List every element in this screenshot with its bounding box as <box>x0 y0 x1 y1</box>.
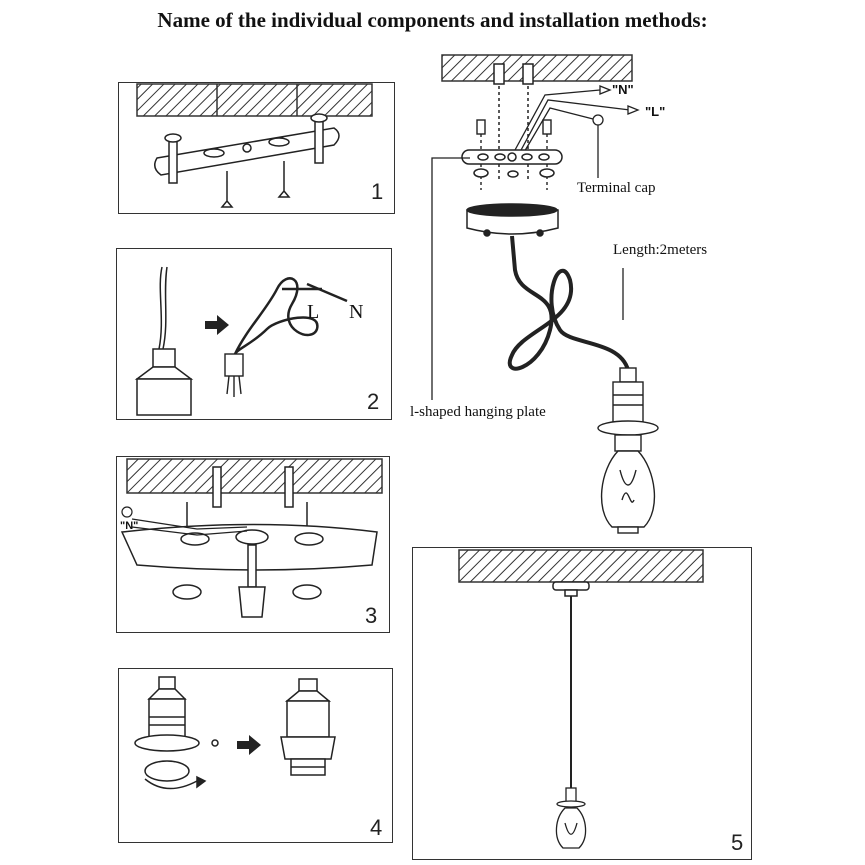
canopy-plate <box>122 525 377 618</box>
n-wire-label: "N" <box>120 520 139 532</box>
ceiling-hatch <box>459 550 703 582</box>
step-number: 1 <box>371 179 384 204</box>
n-letter: N <box>349 301 364 323</box>
step-2-panel <box>116 248 392 420</box>
step-number: 5 <box>731 830 744 855</box>
canopy <box>467 204 558 236</box>
edison-bulb <box>556 788 585 848</box>
step-number: 3 <box>365 603 378 628</box>
ceiling-hatch <box>127 459 382 493</box>
socket-assembled <box>281 679 335 775</box>
ceiling-hatch <box>442 55 632 81</box>
n-wire-label: "N" <box>612 82 634 97</box>
socket-disassembled <box>135 677 218 789</box>
canopy <box>553 582 589 596</box>
wire-loop <box>235 278 347 354</box>
length-label: Length:2meters <box>613 242 708 258</box>
arrow-icon <box>205 315 229 335</box>
l-letter: L <box>307 301 320 323</box>
arrow-icon <box>237 735 261 755</box>
mounting-bar <box>155 128 339 175</box>
hanging-plate-label: l-shaped hanging plate <box>410 404 546 420</box>
step-5-panel <box>412 547 752 860</box>
cord <box>510 236 628 370</box>
step-number: 2 <box>367 389 380 414</box>
step-1-panel <box>118 82 395 214</box>
hanging-plate <box>462 150 562 177</box>
edison-bulb <box>602 451 655 533</box>
page-title: Name of the individual components and installation methods: <box>157 8 708 32</box>
step-3-panel <box>116 456 390 633</box>
terminal-cap-label: Terminal cap <box>577 180 656 196</box>
step-4-panel <box>118 668 393 843</box>
socket-terminal <box>225 354 243 397</box>
step-number: 4 <box>370 815 383 840</box>
lamp-holder <box>598 368 658 451</box>
socket-with-wire <box>137 267 191 415</box>
ceiling-hatch <box>137 84 372 116</box>
l-wire-label: "L" <box>645 104 666 119</box>
